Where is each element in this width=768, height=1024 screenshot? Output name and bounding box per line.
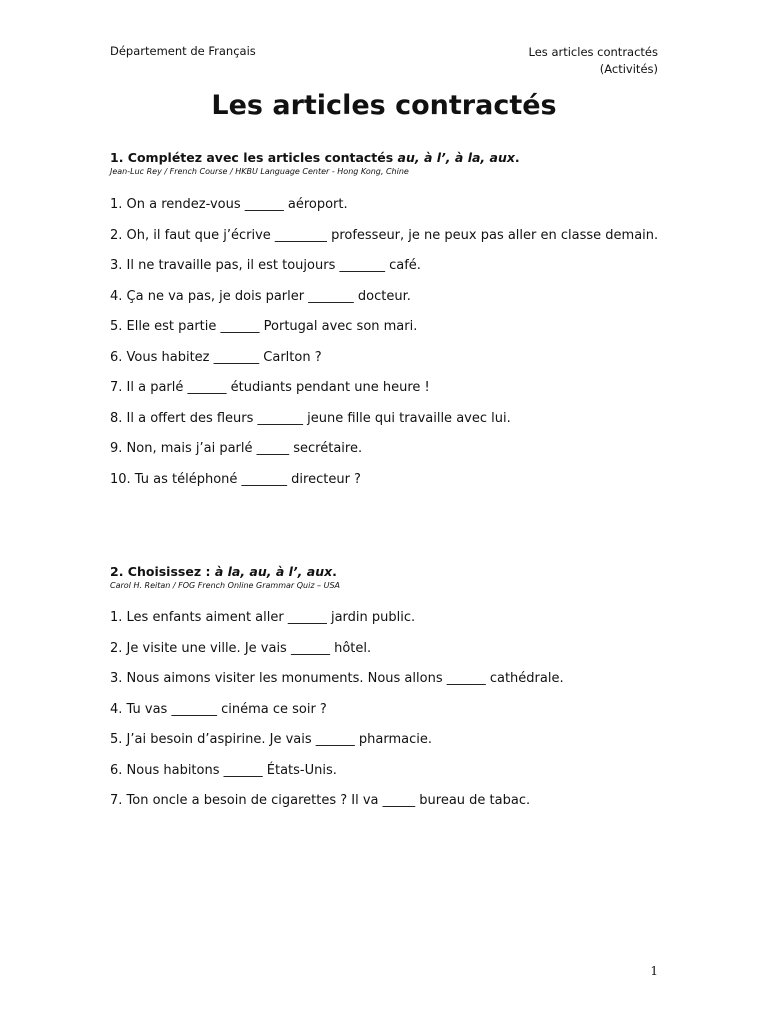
header-department: Département de Français xyxy=(110,44,256,58)
exercise-item: 8. Il a offert des fleurs _______ jeune fille qui travaille avec lui. xyxy=(110,410,511,426)
exercise-section-1 xyxy=(110,150,659,495)
exercise-item: 3. Nous aimons visiter les monuments. Nous allons ______ cathédrale. xyxy=(110,671,564,686)
exercise-item: 6. Nous habitons ______ États-Unis. xyxy=(110,762,337,778)
exercise-item: 2. Oh, il faut que j’écrive ________ professeur, je ne peux pas aller en classe demain. xyxy=(110,227,659,243)
exercise-1-source: Jean-Luc Rey / French Course / HKBU Language Center - Hong Kong, Chine xyxy=(110,167,409,176)
exercise-item: 4. Tu vas _______ cinéma ce soir ? xyxy=(110,701,327,717)
exercise-2-instruction: 2. Choisissez : xyxy=(110,564,211,579)
header-doc-subtitle: (Activités) xyxy=(599,62,658,76)
page-number: 1 xyxy=(650,964,658,978)
header-doc-title: Les articles contractés xyxy=(528,45,658,59)
exercise-item: 7. Il a parlé ______ étudiants pendant une heure ! xyxy=(110,380,430,395)
exercise-2-articles: à la, au, à l’, aux xyxy=(214,564,333,579)
exercise-item: 3. Il ne travaille pas, il est toujours _______ café. xyxy=(110,258,421,273)
exercise-item: 4. Ça ne va pas, je dois parler _______ docteur. xyxy=(110,288,411,304)
header-doc-info xyxy=(529,44,658,78)
exercise-item: 9. Non, mais j’ai parlé _____ secrétaire. xyxy=(110,441,363,456)
exercise-item: 2. Je visite une ville. Je vais ______ hôtel. xyxy=(110,640,372,656)
exercise-2-source: Carol H. Reitan / FOG French Online Grammar Quiz – USA xyxy=(110,581,341,590)
exercise-item: 6. Vous habitez _______ Carlton ? xyxy=(110,349,322,365)
exercise-item: 1. On a rendez-vous ______ aéroport. xyxy=(110,197,348,212)
page-title: Les articles contractés xyxy=(211,90,557,121)
exercise-1-articles: au, à l’, à la, aux xyxy=(397,150,515,165)
exercise-2-heading xyxy=(110,564,659,580)
exercise-1-period: . xyxy=(514,150,520,165)
exercise-1-heading xyxy=(110,150,659,166)
exercise-1-list xyxy=(110,190,659,495)
exercise-item: 1. Les enfants aiment aller ______ jardin public. xyxy=(110,610,416,625)
exercise-item: 10. Tu as téléphoné _______ directeur ? xyxy=(110,471,361,487)
exercise-2-list xyxy=(110,603,659,817)
exercise-item: 7. Ton oncle a besoin de cigarettes ? Il va _____ bureau de tabac. xyxy=(110,793,531,808)
exercise-item: 5. Elle est partie ______ Portugal avec son mari. xyxy=(110,319,418,334)
exercise-item: 5. J’ai besoin d’aspirine. Je vais ______ pharmacie. xyxy=(110,732,432,747)
exercise-1-instruction: 1. Complétez avec les articles contactés xyxy=(110,150,394,165)
exercise-section-2 xyxy=(110,564,659,817)
exercise-2-period: . xyxy=(332,564,337,579)
